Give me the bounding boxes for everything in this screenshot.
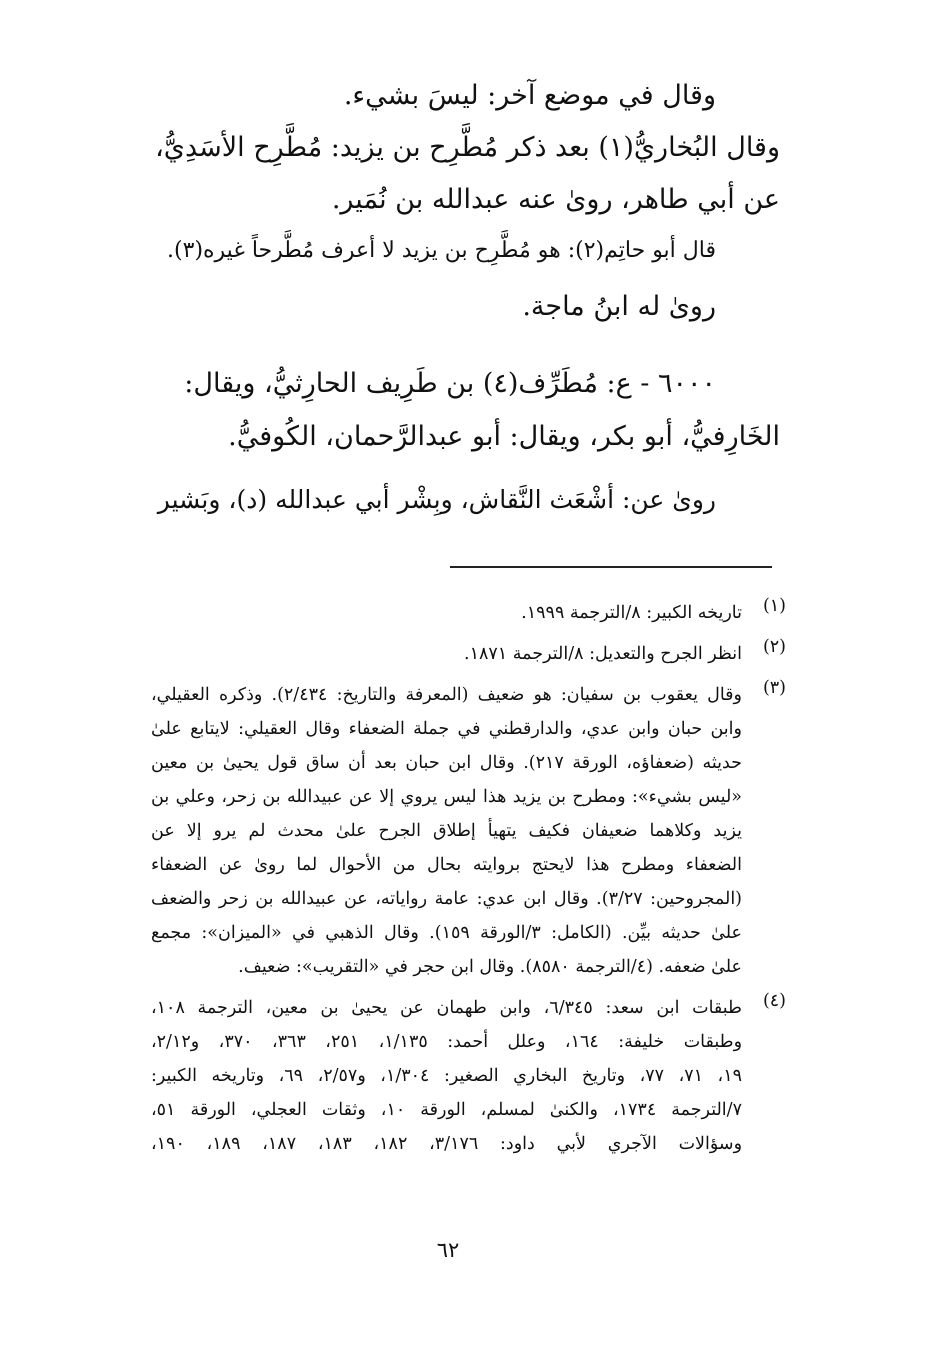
footnote-line: (المجروحين: ٣/٢٧). وقال ابن عدي: عامة رواياته، عن عبيدالله بن زحر والضعف	[151, 889, 742, 909]
main-text-line-3: عن أبي طاهر، روىٰ عنه عبدالله بن نُمَير.	[331, 184, 780, 215]
footnote-separator-rule	[450, 566, 772, 568]
footnote-line: طبقات ابن سعد: ٦/٣٤٥، وابن طهمان عن يحيىٰ بن معين، الترجمة ١٠٨،	[151, 998, 742, 1018]
footnote-number: (١)	[762, 596, 786, 616]
footnote-line: وابن حبان وابن عدي، والدارقطني في جملة الضعفاء وقال العقيلي: لايتابع علىٰ	[151, 719, 742, 739]
footnote-line: علىٰ ضعفه. (٤/الترجمة ٨٥٨٠). وقال ابن حجر في «التقريب»: ضعيف.	[238, 957, 742, 977]
entry-narrators-line: روىٰ عن: أشْعَث النَّقاش، وبِشْر أبي عبدالله (د)، وبَشير	[157, 485, 716, 514]
main-text-line-4: قال أبو حاتِم(٢): هو مُطَّرِح بن يزيد لا أعرف مُطَّرحاً غيره(٣).	[167, 238, 716, 263]
footnote-1	[151, 596, 786, 630]
footnote-line: ١٩، ٧١، ٧٧، وتاريخ البخاري الصغير: ١/٣٠٤، و٢/٥٧، ٦٩، وتاريخه الكبير:	[151, 1066, 742, 1086]
main-text-line-1: وقال في موضع آخر: ليسَ بشيء.	[343, 80, 716, 111]
footnote-number: (٢)	[762, 637, 786, 657]
footnote-number: (٣)	[762, 678, 786, 698]
entry-heading-line-1: ٦٠٠٠ - ع: مُطَرِّف(٤) بن طَرِيف الحارِثيُّ، ويقال:	[184, 368, 716, 399]
footnotes	[151, 596, 786, 1168]
footnote-line: علىٰ حديثه بيِّن. (الكامل: ٣/الورقة ١٥٩). وقال الذهبي في «الميزان»: مجمع	[151, 923, 742, 943]
footnote-line: «ليس بشيء»: ومطرح بن يزيد هذا ليس يروي إلا عن عبيدالله بن زحر، وعلي بن	[151, 787, 742, 807]
footnote-4	[151, 991, 786, 1161]
entry-heading-line-2: الخَارِفيُّ، أبو بكر، ويقال: أبو عبدالرَّحمان، الكُوفيُّ.	[228, 421, 780, 452]
footnote-line: وقال يعقوب بن سفيان: هو ضعيف (المعرفة والتاريخ: ٢/٤٣٤). وذكره العقيلي،	[151, 685, 742, 705]
main-text-line-2: وقال البُخاريُّ(١) بعد ذكر مُطَّرِح بن يزيد: مُطَّرِح الأسَدِيُّ،	[155, 132, 780, 163]
footnote-line: حديثه (ضعفاؤه، الورقة ٢١٧). وقال ابن حبان بعد أن ساق قول يحيىٰ بن معين	[151, 753, 742, 773]
footnote-line: ٧/الترجمة ١٧٣٤، والكنىٰ لمسلم، الورقة ١٠، وثقات العجلي، الورقة ٥١،	[151, 1100, 742, 1120]
footnote-number: (٤)	[762, 991, 786, 1011]
page-number: ٦٢	[436, 1238, 460, 1262]
footnote-line: الضعفاء ومطرح هذا لايحتج بروايته بحال من الأحوال لما روىٰ عن الضعفاء	[151, 855, 742, 875]
footnote-line: انظر الجرح والتعديل: ٨/الترجمة ١٨٧١.	[464, 644, 742, 664]
footnote-line: يزيد وكلاهما ضعيفان فكيف يتهيأ إطلاق الجرح علىٰ محدث لم يرو إلا عن	[151, 821, 742, 841]
footnote-line: تاريخه الكبير: ٨/الترجمة ١٩٩٩.	[521, 603, 742, 623]
footnote-2	[151, 637, 786, 671]
footnote-line: وطبقات خليفة: ١٦٤، وعلل أحمد: ١/١٣٥، ٢٥١، ٣٦٣، ٣٧٠، و٢/١٢،	[151, 1032, 742, 1052]
main-text-line-5: روىٰ له ابنُ ماجة.	[522, 291, 716, 322]
footnote-line: وسؤالات الآجري لأبي داود: ٣/١٧٦، ١٨٢، ١٨٣، ١٨٧، ١٨٩، ١٩٠،	[151, 1134, 742, 1154]
footnote-3	[151, 678, 786, 984]
